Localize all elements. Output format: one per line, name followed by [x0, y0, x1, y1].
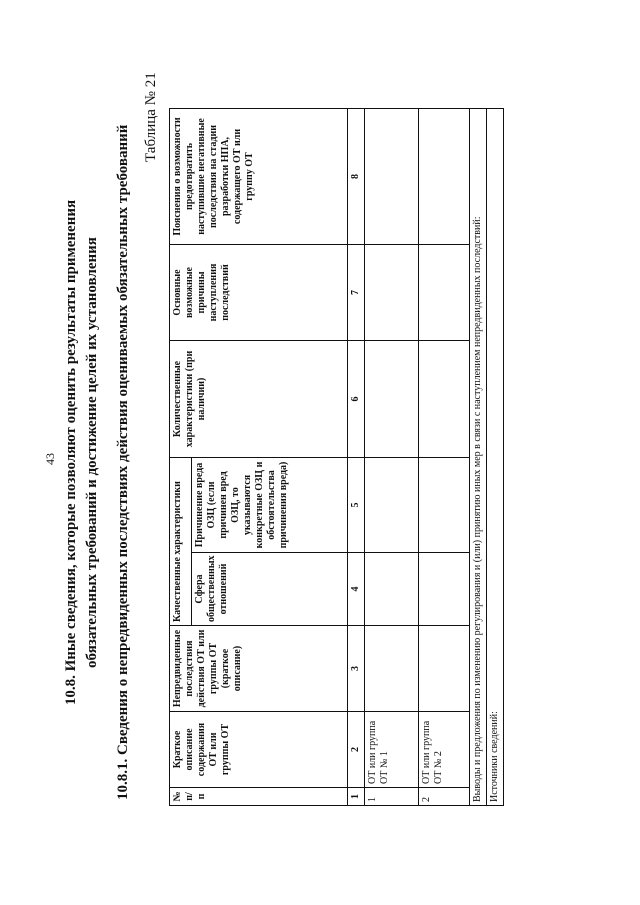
column-number: 5: [348, 457, 365, 552]
table-number: Таблица № 21: [143, 72, 159, 162]
table-cell: [419, 553, 470, 626]
section-heading: 10.8. Иные сведения, которые позволяют оценить результаты применения: [63, 199, 79, 706]
table-row: [419, 108, 470, 805]
table-cell: [365, 108, 419, 244]
subsection-heading: 10.8.1. Сведения о непредвиденных последствиях действия оцениваемых обязательных требований: [115, 124, 131, 800]
header-sphere: Сфера общественных отношений: [192, 553, 348, 626]
column-number: 4: [348, 553, 365, 626]
table-row: [365, 108, 419, 805]
table-cell: [419, 108, 470, 244]
column-number: 2: [348, 712, 365, 788]
column-numbers-row: [348, 108, 365, 805]
header-causes: Основные возможные причины наступления последствий: [170, 244, 348, 340]
row-description: ОТ или группа ОТ № 1: [365, 712, 419, 788]
column-number: 3: [348, 626, 365, 712]
header-unforeseen-consequences: Непредвиденные последствия действия ОТ или группы ОТ (краткое описание): [170, 626, 348, 712]
row-number: 2: [419, 788, 470, 806]
table-cell: [365, 340, 419, 457]
table-cell: [365, 244, 419, 340]
consequences-table: [169, 108, 504, 806]
conclusions-row: Выводы и предложения по изменению регулирования и (или) принятию иных мер в связи с наступлением непредвиденных последствий:: [470, 108, 487, 805]
sources-row: Источники сведений:: [487, 108, 504, 805]
table-cell: [419, 626, 470, 712]
table-cell: [365, 457, 419, 552]
section-heading-continued: обязательных требований и достижение целей их установления: [84, 237, 100, 668]
header-qualitative: Качественные характеристики: [170, 457, 192, 625]
header-explanations: Пояснения о возможности предотвратить наступившие негативные последствия на стадии разработки НПА, содержащего ОТ или группу ОТ: [170, 108, 348, 244]
row-description: ОТ или группа ОТ № 2: [419, 712, 470, 788]
table-cell: [419, 457, 470, 552]
header-number: № п/п: [170, 788, 348, 806]
column-number: 6: [348, 340, 365, 457]
table-cell: [419, 244, 470, 340]
column-number: 7: [348, 244, 365, 340]
header-quantitative: Количественные характеристики (при наличии): [170, 340, 348, 457]
header-harm: Причинение вреда ОЗЦ (если причинен вред ОЗЦ, то указываются конкретные ОЗЦ и обстоятельства причинения вреда): [192, 457, 348, 552]
table-cell: [419, 340, 470, 457]
table-cell: [365, 626, 419, 712]
page-number: 43: [43, 453, 57, 465]
table-cell: [365, 553, 419, 626]
header-description: Краткое описание содержания ОТ или группы ОТ: [170, 712, 348, 788]
column-number: 1: [348, 788, 365, 806]
column-number: 8: [348, 108, 365, 244]
row-number: 1: [365, 788, 419, 806]
